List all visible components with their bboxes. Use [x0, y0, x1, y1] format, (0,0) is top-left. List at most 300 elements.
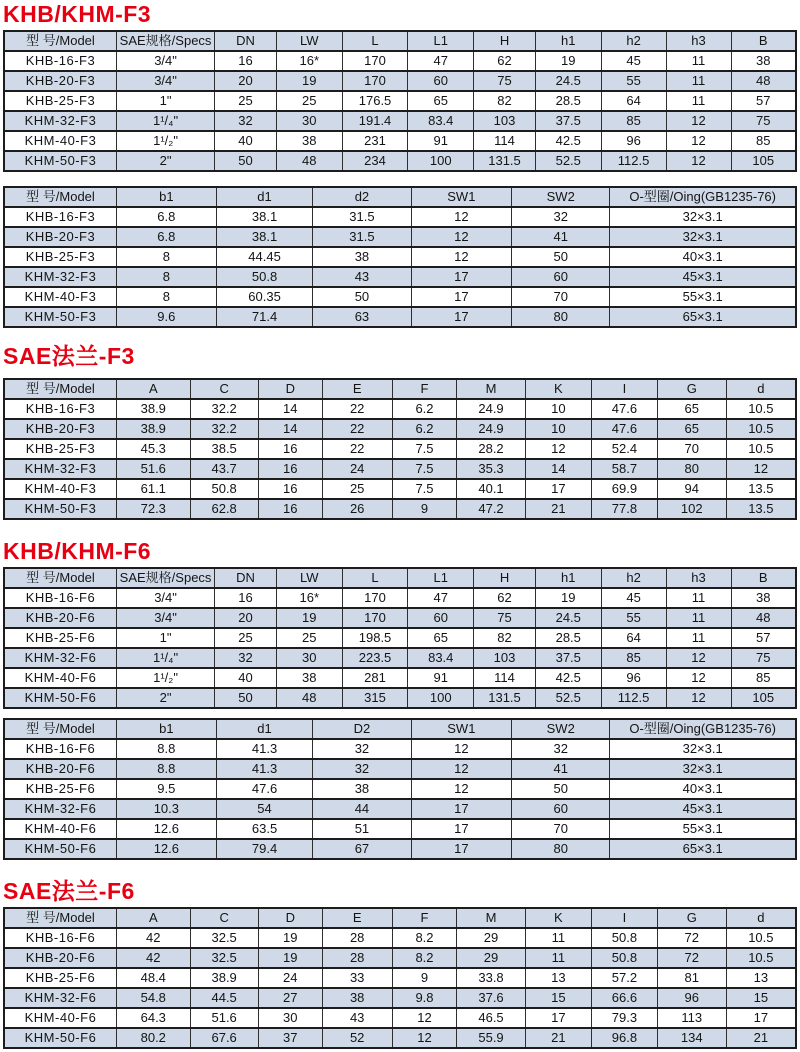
- value-cell: 3/4": [116, 71, 214, 91]
- model-cell: KHB-20-F3: [4, 227, 116, 247]
- value-cell: 91: [408, 668, 474, 688]
- value-cell: 7.5: [392, 459, 457, 479]
- column-header: SW2: [512, 719, 610, 739]
- value-cell: 234: [342, 151, 408, 171]
- value-cell: 85: [601, 648, 666, 668]
- value-cell: 12: [666, 131, 731, 151]
- value-cell: 1¹/₂": [116, 131, 214, 151]
- table-row: [4, 759, 796, 779]
- value-cell: 1¹/₄": [116, 111, 214, 131]
- column-header: M: [457, 379, 525, 399]
- section-title-sae-flange-f3: SAE法兰-F3: [3, 343, 135, 369]
- column-header: d: [726, 908, 796, 928]
- model-cell: KHM-32-F6: [4, 988, 116, 1008]
- value-cell: 57: [731, 91, 796, 111]
- value-cell: 22: [322, 419, 392, 439]
- column-header: h3: [666, 31, 731, 51]
- value-cell: 17: [525, 1008, 592, 1028]
- value-cell: 24.9: [457, 419, 525, 439]
- value-cell: 8: [116, 247, 216, 267]
- column-header: A: [116, 908, 190, 928]
- table-row: [4, 648, 796, 668]
- value-cell: 8.8: [116, 759, 216, 779]
- model-cell: KHM-50-F6: [4, 1028, 116, 1048]
- value-cell: 17: [411, 287, 512, 307]
- value-cell: 25: [215, 91, 277, 111]
- table-row: [4, 287, 796, 307]
- value-cell: 37.5: [535, 111, 601, 131]
- table-row: [4, 739, 796, 759]
- model-cell: KHB-20-F6: [4, 608, 116, 628]
- model-cell: KHM-40-F3: [4, 287, 116, 307]
- column-header: d1: [216, 719, 313, 739]
- catalog-page: [0, 2, 800, 1049]
- model-cell: KHM-32-F3: [4, 267, 116, 287]
- value-cell: 12: [726, 459, 796, 479]
- value-cell: 17: [411, 267, 512, 287]
- value-cell: 40×3.1: [610, 779, 796, 799]
- table-row: [4, 459, 796, 479]
- model-cell: KHB-25-F6: [4, 779, 116, 799]
- value-cell: 60: [512, 267, 610, 287]
- value-cell: 24.5: [535, 71, 601, 91]
- value-cell: 94: [657, 479, 726, 499]
- value-cell: 46.5: [457, 1008, 525, 1028]
- value-cell: 11: [525, 948, 592, 968]
- table-row: [4, 968, 796, 988]
- column-header: SW2: [512, 187, 610, 207]
- value-cell: 10.5: [726, 948, 796, 968]
- value-cell: 85: [601, 111, 666, 131]
- value-cell: 32×3.1: [610, 227, 796, 247]
- table-row: [4, 928, 796, 948]
- value-cell: 40: [215, 668, 277, 688]
- column-header: h3: [666, 568, 731, 588]
- value-cell: 55: [601, 608, 666, 628]
- value-cell: 67.6: [190, 1028, 258, 1048]
- value-cell: 62: [474, 51, 536, 71]
- table-row: [4, 839, 796, 859]
- value-cell: 25: [215, 628, 277, 648]
- value-cell: 50.8: [190, 479, 258, 499]
- value-cell: 24.5: [535, 608, 601, 628]
- value-cell: 17: [411, 839, 512, 859]
- table-row: [4, 111, 796, 131]
- column-header: O-型圈/Oing(GB1235-76): [610, 187, 796, 207]
- value-cell: 40.1: [457, 479, 525, 499]
- value-cell: 80: [512, 839, 610, 859]
- value-cell: 21: [525, 1028, 592, 1048]
- value-cell: 24: [258, 968, 322, 988]
- value-cell: 60: [408, 608, 474, 628]
- value-cell: 50: [215, 151, 277, 171]
- column-header: I: [592, 908, 658, 928]
- value-cell: 45×3.1: [610, 799, 796, 819]
- value-cell: 54.8: [116, 988, 190, 1008]
- value-cell: 25: [322, 479, 392, 499]
- value-cell: 91: [408, 131, 474, 151]
- value-cell: 47.2: [457, 499, 525, 519]
- value-cell: 38.1: [216, 227, 313, 247]
- header-row: [4, 31, 796, 51]
- value-cell: 31.5: [313, 227, 411, 247]
- value-cell: 6.2: [392, 399, 457, 419]
- value-cell: 42: [116, 948, 190, 968]
- value-cell: 16: [215, 588, 277, 608]
- column-header: B: [731, 568, 796, 588]
- value-cell: 64: [601, 628, 666, 648]
- value-cell: 103: [474, 648, 536, 668]
- header-row: [4, 379, 796, 399]
- value-cell: 198.5: [342, 628, 408, 648]
- value-cell: 100: [408, 688, 474, 708]
- value-cell: 7.5: [392, 439, 457, 459]
- value-cell: 11: [666, 91, 731, 111]
- value-cell: 50: [512, 247, 610, 267]
- value-cell: 32: [512, 739, 610, 759]
- value-cell: 38.9: [116, 419, 190, 439]
- value-cell: 80.2: [116, 1028, 190, 1048]
- value-cell: 12: [411, 759, 512, 779]
- value-cell: 19: [276, 71, 342, 91]
- value-cell: 19: [535, 588, 601, 608]
- section-title-khb-khm-f6: KHB/KHM-F6: [3, 538, 152, 564]
- value-cell: 45: [601, 588, 666, 608]
- value-cell: 114: [474, 131, 536, 151]
- table-row: [4, 479, 796, 499]
- value-cell: 52.5: [535, 688, 601, 708]
- value-cell: 1": [116, 628, 214, 648]
- value-cell: 33.8: [457, 968, 525, 988]
- value-cell: 14: [525, 459, 592, 479]
- value-cell: 79.3: [592, 1008, 658, 1028]
- value-cell: 170: [342, 608, 408, 628]
- value-cell: 79.4: [216, 839, 313, 859]
- value-cell: 12.6: [116, 819, 216, 839]
- model-cell: KHM-40-F6: [4, 1008, 116, 1028]
- value-cell: 83.4: [408, 111, 474, 131]
- column-header: C: [190, 379, 258, 399]
- value-cell: 75: [474, 608, 536, 628]
- value-cell: 69.9: [592, 479, 658, 499]
- value-cell: 60: [408, 71, 474, 91]
- column-header: H: [474, 31, 536, 51]
- column-header: G: [657, 379, 726, 399]
- value-cell: 191.4: [342, 111, 408, 131]
- table-row: [4, 779, 796, 799]
- sae-flange-f6-table: [3, 907, 797, 1049]
- table-row: [4, 71, 796, 91]
- value-cell: 14: [258, 419, 322, 439]
- value-cell: 75: [731, 648, 796, 668]
- table-row: [4, 668, 796, 688]
- value-cell: 12: [392, 1008, 457, 1028]
- column-header: L1: [408, 568, 474, 588]
- value-cell: 96.8: [592, 1028, 658, 1048]
- value-cell: 30: [258, 1008, 322, 1028]
- model-cell: KHB-25-F6: [4, 628, 116, 648]
- value-cell: 105: [731, 688, 796, 708]
- value-cell: 38: [313, 247, 411, 267]
- model-cell: KHB-16-F6: [4, 588, 116, 608]
- value-cell: 10: [525, 419, 592, 439]
- value-cell: 170: [342, 51, 408, 71]
- column-header: F: [392, 379, 457, 399]
- value-cell: 44.45: [216, 247, 313, 267]
- value-cell: 48: [731, 608, 796, 628]
- value-cell: 10.5: [726, 419, 796, 439]
- value-cell: 102: [657, 499, 726, 519]
- value-cell: 47.6: [592, 399, 658, 419]
- value-cell: 1": [116, 91, 214, 111]
- value-cell: 37.6: [457, 988, 525, 1008]
- value-cell: 32.5: [190, 948, 258, 968]
- value-cell: 30: [276, 648, 342, 668]
- value-cell: 21: [726, 1028, 796, 1048]
- value-cell: 51: [313, 819, 411, 839]
- model-cell: KHB-20-F3: [4, 71, 116, 91]
- value-cell: 82: [474, 91, 536, 111]
- value-cell: 16*: [276, 51, 342, 71]
- value-cell: 44: [313, 799, 411, 819]
- value-cell: 72: [657, 928, 726, 948]
- value-cell: 57: [731, 628, 796, 648]
- value-cell: 100: [408, 151, 474, 171]
- value-cell: 50: [512, 779, 610, 799]
- value-cell: 11: [666, 588, 731, 608]
- value-cell: 21: [525, 499, 592, 519]
- value-cell: 50: [215, 688, 277, 708]
- value-cell: 82: [474, 628, 536, 648]
- column-header: h1: [535, 31, 601, 51]
- value-cell: 8.8: [116, 739, 216, 759]
- value-cell: 52.4: [592, 439, 658, 459]
- table-row: [4, 207, 796, 227]
- value-cell: 65: [657, 419, 726, 439]
- value-cell: 26: [322, 499, 392, 519]
- value-cell: 24.9: [457, 399, 525, 419]
- table-row: [4, 399, 796, 419]
- value-cell: 33: [322, 968, 392, 988]
- value-cell: 13: [525, 968, 592, 988]
- model-cell: KHB-16-F3: [4, 399, 116, 419]
- value-cell: 6.8: [116, 227, 216, 247]
- column-header: d1: [216, 187, 313, 207]
- value-cell: 22: [322, 439, 392, 459]
- column-header: E: [322, 908, 392, 928]
- value-cell: 63: [313, 307, 411, 327]
- value-cell: 96: [601, 131, 666, 151]
- value-cell: 65: [657, 399, 726, 419]
- value-cell: 3/4": [116, 588, 214, 608]
- value-cell: 7.5: [392, 479, 457, 499]
- column-header: K: [525, 908, 592, 928]
- value-cell: 29: [457, 948, 525, 968]
- value-cell: 32: [313, 759, 411, 779]
- column-header: D: [258, 908, 322, 928]
- value-cell: 48: [276, 688, 342, 708]
- value-cell: 17: [525, 479, 592, 499]
- value-cell: 37: [258, 1028, 322, 1048]
- value-cell: 67: [313, 839, 411, 859]
- value-cell: 96: [601, 668, 666, 688]
- model-cell: KHB-16-F6: [4, 928, 116, 948]
- value-cell: 61.1: [116, 479, 190, 499]
- header-row: [4, 187, 796, 207]
- value-cell: 25: [276, 628, 342, 648]
- value-cell: 70: [512, 819, 610, 839]
- value-cell: 55×3.1: [610, 819, 796, 839]
- model-cell: KHM-40-F3: [4, 479, 116, 499]
- value-cell: 12: [666, 151, 731, 171]
- value-cell: 41.3: [216, 759, 313, 779]
- sae-flange-f3-table: [3, 378, 797, 520]
- column-header: SAE规格/Specs: [116, 568, 214, 588]
- value-cell: 32.2: [190, 419, 258, 439]
- value-cell: 112.5: [601, 688, 666, 708]
- value-cell: 32×3.1: [610, 739, 796, 759]
- column-header: D2: [313, 719, 411, 739]
- value-cell: 41: [512, 227, 610, 247]
- value-cell: 16: [215, 51, 277, 71]
- value-cell: 114: [474, 668, 536, 688]
- value-cell: 47.6: [216, 779, 313, 799]
- value-cell: 80: [512, 307, 610, 327]
- column-header: A: [116, 379, 190, 399]
- value-cell: 60: [512, 799, 610, 819]
- value-cell: 17: [411, 307, 512, 327]
- value-cell: 223.5: [342, 648, 408, 668]
- value-cell: 20: [215, 71, 277, 91]
- value-cell: 32: [215, 648, 277, 668]
- value-cell: 10.5: [726, 439, 796, 459]
- value-cell: 9: [392, 499, 457, 519]
- value-cell: 8.2: [392, 928, 457, 948]
- value-cell: 16: [258, 499, 322, 519]
- column-header: D: [258, 379, 322, 399]
- khb-khm-f6-dimensions-table: [3, 567, 797, 709]
- value-cell: 17: [411, 819, 512, 839]
- value-cell: 12: [666, 688, 731, 708]
- section-title-khb-khm-f3: KHB/KHM-F3: [3, 1, 152, 27]
- value-cell: 43: [313, 267, 411, 287]
- model-cell: KHM-50-F3: [4, 151, 116, 171]
- value-cell: 14: [258, 399, 322, 419]
- value-cell: 51.6: [116, 459, 190, 479]
- value-cell: 83.4: [408, 648, 474, 668]
- value-cell: 38.9: [190, 968, 258, 988]
- value-cell: 66.6: [592, 988, 658, 1008]
- value-cell: 12.6: [116, 839, 216, 859]
- value-cell: 65: [408, 91, 474, 111]
- value-cell: 20: [215, 608, 277, 628]
- value-cell: 12: [411, 739, 512, 759]
- value-cell: 10.3: [116, 799, 216, 819]
- value-cell: 28.2: [457, 439, 525, 459]
- value-cell: 55×3.1: [610, 287, 796, 307]
- value-cell: 96: [657, 988, 726, 1008]
- value-cell: 62.8: [190, 499, 258, 519]
- value-cell: 9.6: [116, 307, 216, 327]
- table-row: [4, 227, 796, 247]
- value-cell: 45.3: [116, 439, 190, 459]
- value-cell: 57.2: [592, 968, 658, 988]
- value-cell: 47.6: [592, 419, 658, 439]
- column-header: h2: [601, 31, 666, 51]
- value-cell: 32×3.1: [610, 207, 796, 227]
- table-row: [4, 988, 796, 1008]
- value-cell: 28: [322, 928, 392, 948]
- column-header: b1: [116, 719, 216, 739]
- model-cell: KHB-25-F3: [4, 439, 116, 459]
- value-cell: 38.1: [216, 207, 313, 227]
- column-header: SAE规格/Specs: [116, 31, 214, 51]
- column-header: F: [392, 908, 457, 928]
- value-cell: 3/4": [116, 608, 214, 628]
- value-cell: 72.3: [116, 499, 190, 519]
- value-cell: 32: [215, 111, 277, 131]
- column-header: 型 号/Model: [4, 568, 116, 588]
- value-cell: 11: [666, 51, 731, 71]
- column-header: DN: [215, 31, 277, 51]
- value-cell: 13.5: [726, 499, 796, 519]
- column-header: b1: [116, 187, 216, 207]
- column-header: 型 号/Model: [4, 908, 116, 928]
- value-cell: 63.5: [216, 819, 313, 839]
- value-cell: 44.5: [190, 988, 258, 1008]
- table-row: [4, 151, 796, 171]
- value-cell: 131.5: [474, 151, 536, 171]
- model-cell: KHM-40-F3: [4, 131, 116, 151]
- value-cell: 42.5: [535, 668, 601, 688]
- value-cell: 50.8: [592, 928, 658, 948]
- value-cell: 9: [392, 968, 457, 988]
- column-header: d2: [313, 187, 411, 207]
- value-cell: 80: [657, 459, 726, 479]
- value-cell: 65×3.1: [610, 839, 796, 859]
- value-cell: 45: [601, 51, 666, 71]
- model-cell: KHB-20-F6: [4, 759, 116, 779]
- value-cell: 32.2: [190, 399, 258, 419]
- column-header: K: [525, 379, 592, 399]
- value-cell: 12: [666, 648, 731, 668]
- column-header: 型 号/Model: [4, 187, 116, 207]
- value-cell: 28.5: [535, 91, 601, 111]
- value-cell: 32: [512, 207, 610, 227]
- value-cell: 12: [666, 668, 731, 688]
- column-header: L1: [408, 31, 474, 51]
- value-cell: 50.8: [216, 267, 313, 287]
- value-cell: 32.5: [190, 928, 258, 948]
- table-row: [4, 628, 796, 648]
- value-cell: 60.35: [216, 287, 313, 307]
- table-row: [4, 608, 796, 628]
- model-cell: KHM-32-F3: [4, 459, 116, 479]
- header-row: [4, 719, 796, 739]
- value-cell: 48.4: [116, 968, 190, 988]
- value-cell: 41.3: [216, 739, 313, 759]
- value-cell: 112.5: [601, 151, 666, 171]
- value-cell: 15: [525, 988, 592, 1008]
- value-cell: 231: [342, 131, 408, 151]
- value-cell: 103: [474, 111, 536, 131]
- value-cell: 43.7: [190, 459, 258, 479]
- value-cell: 38.9: [116, 399, 190, 419]
- table-row: [4, 499, 796, 519]
- table-row: [4, 131, 796, 151]
- value-cell: 85: [731, 131, 796, 151]
- table-row: [4, 419, 796, 439]
